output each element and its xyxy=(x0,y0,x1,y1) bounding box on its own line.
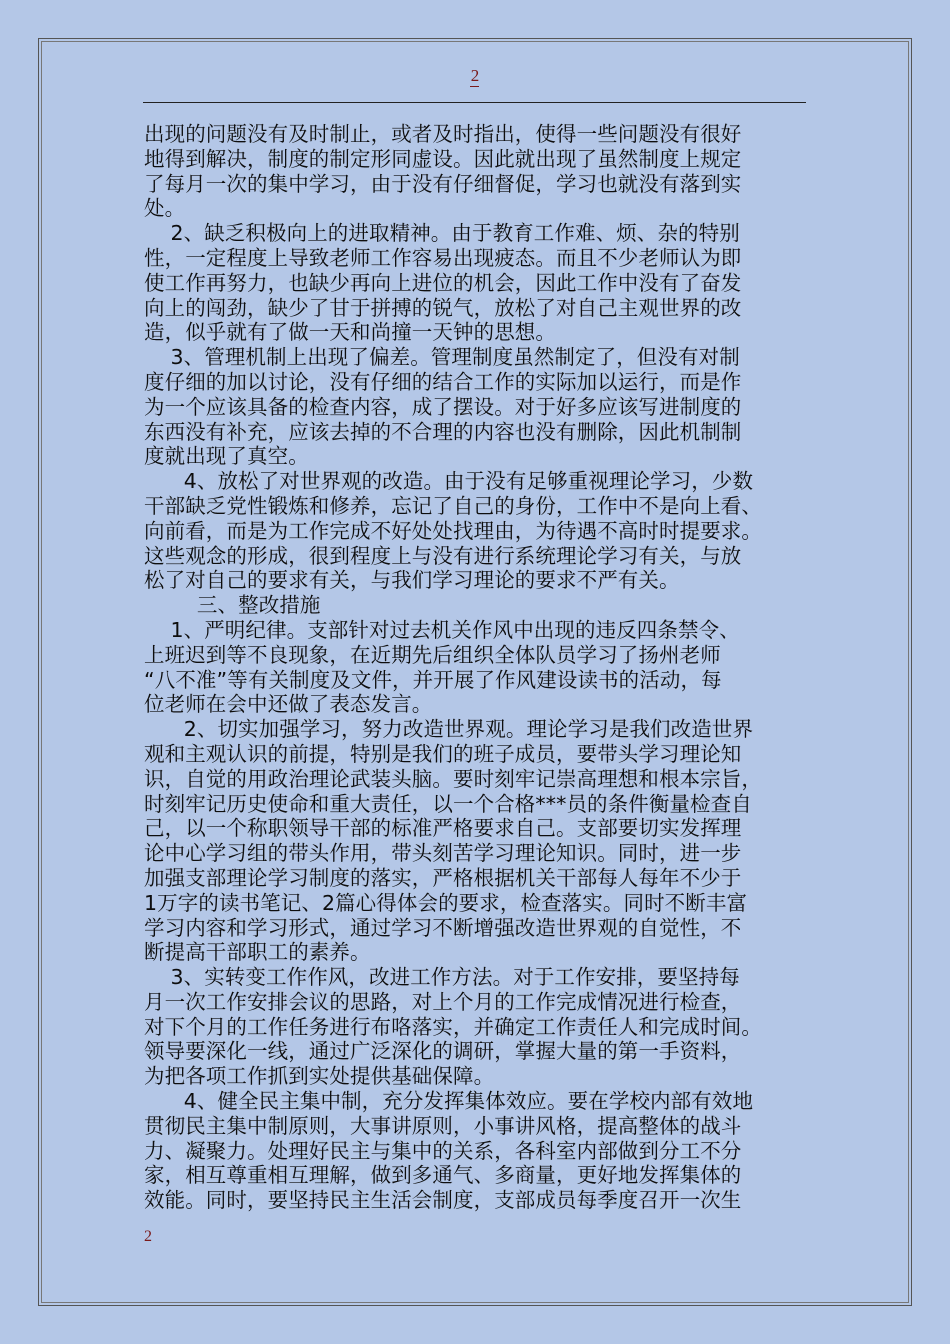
text-line: 4、放松了对世界观的改造。由于没有足够重视理论学习，少数 xyxy=(144,469,754,494)
text-line: 为一个应该具备的检查内容，成了摆设。对于好多应该写进制度的 xyxy=(144,394,742,419)
text-line: 论中心学习组的带头作用，带头刻苦学习理论知识。同时，进一步 xyxy=(144,841,742,866)
text-line: 了每月一次的集中学习，由于没有仔细督促，学习也就没有落到实 xyxy=(144,171,742,196)
text-line: 度就出现了真空。 xyxy=(144,444,309,469)
text-line: 3、管理机制上出现了偏差。管理制度虽然制定了，但没有对制 xyxy=(144,345,740,370)
text-line: 性，一定程度上导致老师工作容易出现疲态。而且不少老师认为即 xyxy=(144,245,742,270)
text-line: 月一次工作安排会议的思路，对上个月的工作完成情况进行检查， xyxy=(144,989,742,1014)
header-page-number: 2 xyxy=(470,66,480,85)
header-rule xyxy=(143,102,806,103)
text-line: 学习内容和学习形式，通过学习不断增强改造世界观的自觉性，不 xyxy=(144,915,742,940)
text-line: 松了对自己的要求有关，与我们学习理论的要求不严有关。 xyxy=(144,568,680,593)
text-line: 1万字的读书笔记、2篇心得体会的要求，检查落实。同时不断丰富 xyxy=(144,890,748,915)
text-line: 4、健全民主集中制，充分发挥集体效应。要在学校内部有效地 xyxy=(144,1089,754,1114)
text-line: 观和主观认识的前提，特别是我们的班子成员，要带头学习理论知 xyxy=(144,741,742,766)
text-line: 加强支部理论学习制度的落实，严格根据机关干部每人每年不少于 xyxy=(144,865,742,890)
text-line: 向上的闯劲，缺少了甘于拼搏的锐气，放松了对自己主观世界的改 xyxy=(144,295,742,320)
header-page-number-underline xyxy=(470,86,479,87)
text-line: 贯彻民主集中制原则，大事讲原则，小事讲风格，提高整体的战斗 xyxy=(144,1113,742,1138)
text-line: 东西没有补充，应该去掉的不合理的内容也没有删除，因此机制制 xyxy=(144,419,742,444)
text-line: 地得到解决，制度的制定形同虚设。因此就出现了虽然制度上规定 xyxy=(144,146,742,171)
text-line: 2、切实加强学习，努力改造世界观。理论学习是我们改造世界 xyxy=(144,717,754,742)
text-line: 2、缺乏积极向上的进取精神。由于教育工作难、烦、杂的特别 xyxy=(144,221,740,246)
text-line: 对下个月的工作任务进行布咯落实，并确定工作责任人和完成时间。 xyxy=(144,1014,762,1039)
text-line: “八不准”等有关制度及文件，并开展了作风建设读书的活动，每 xyxy=(144,667,722,692)
text-line: 家，相互尊重相互理解，做到多通气、多商量，更好地发挥集体的 xyxy=(144,1163,742,1188)
text-line: 效能。同时，要坚持民主生活会制度，支部成员每季度召开一次生 xyxy=(144,1188,742,1213)
text-line: 三、整改措施 xyxy=(144,593,321,618)
text-line: 识，自觉的用政治理论武装头脑。要时刻牢记崇高理想和根本宗旨， xyxy=(144,766,762,791)
text-line: 这些观念的形成，很到程度上与没有进行系统理论学习有关，与放 xyxy=(144,543,742,568)
text-line: 干部缺乏党性锻炼和修养，忘记了自己的身份，工作中不是向上看、 xyxy=(144,493,762,518)
text-line: 力、凝聚力。处理好民主与集中的关系，各科室内部做到分工不分 xyxy=(144,1138,742,1163)
document-body xyxy=(144,122,826,1213)
text-line: 为把各项工作抓到实处提供基础保障。 xyxy=(144,1064,495,1089)
text-line: 3、实转变工作作风，改进工作方法。对于工作安排，要坚持每 xyxy=(144,965,740,990)
text-line: 使工作再努力，也缺少再向上进位的机会，因此工作中没有了奋发 xyxy=(144,270,742,295)
text-line: 处。 xyxy=(144,196,186,221)
text-line: 断提高干部职工的素养。 xyxy=(144,940,371,965)
footer-page-number: 2 xyxy=(144,1228,152,1245)
text-line: 领导要深化一线，通过广泛深化的调研，掌握大量的第一手资料， xyxy=(144,1039,742,1064)
text-line: 位老师在会中还做了表态发言。 xyxy=(144,692,433,717)
text-line: 己，以一个称职领导干部的标准严格要求自己。支部要切实发挥理 xyxy=(144,816,742,841)
text-line: 造，似乎就有了做一天和尚撞一天钟的思想。 xyxy=(144,320,556,345)
text-line: 1、严明纪律。支部针对过去机关作风中出现的违反四条禁令、 xyxy=(144,617,740,642)
text-line: 出现的问题没有及时制止，或者及时指出，使得一些问题没有很好 xyxy=(144,122,742,146)
text-line: 时刻牢记历史使命和重大责任，以一个合格***员的条件衡量检查自 xyxy=(144,791,752,816)
text-line: 上班迟到等不良现象，在近期先后组织全体队员学习了扬州老师 xyxy=(144,642,721,667)
text-line: 向前看，而是为工作完成不好处处找理由，为待遇不高时时提要求。 xyxy=(144,518,762,543)
text-line: 度仔细的加以讨论，没有仔细的结合工作的实际加以运行，而是作 xyxy=(144,369,742,394)
